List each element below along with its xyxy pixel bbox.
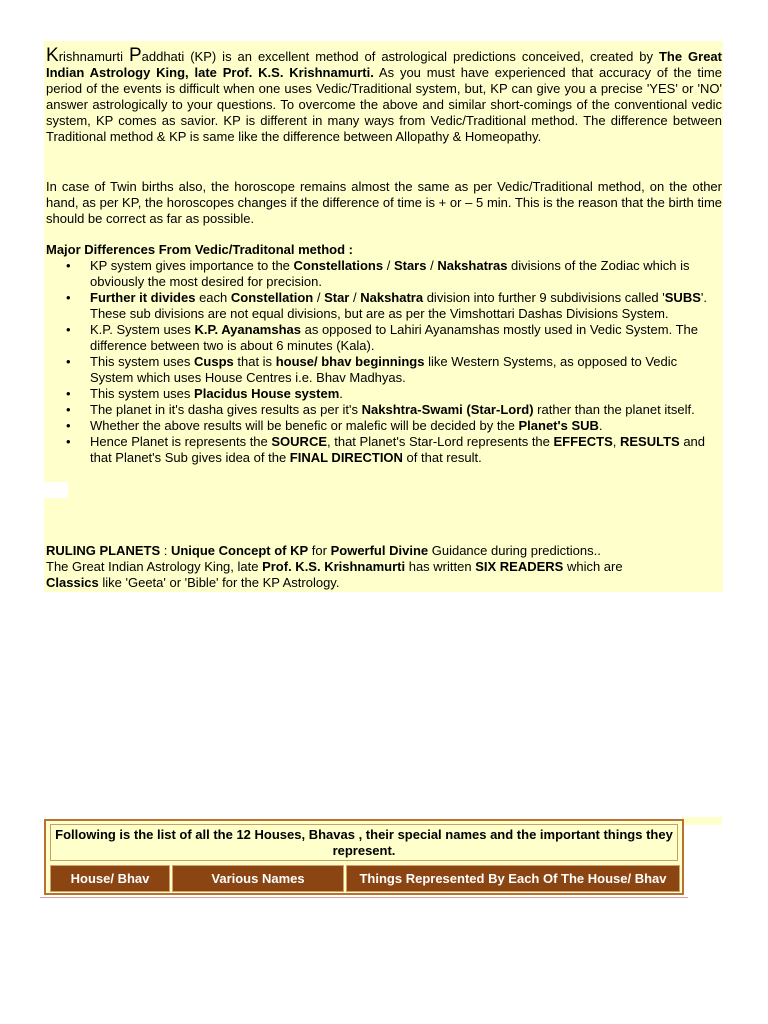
header-things-represented: Things Represented By Each Of The House/ Bhav <box>346 865 680 892</box>
list-item: • Further it divides each Constellation / Star / Nakshatra division into further 9 subdivisions called 'SUBS'. These sub divisions are not equal divisions, but are as per the Vimshottari Dashas Divisions System. <box>46 290 722 322</box>
list-item: • KP system gives importance to the Constellations / Stars / Nakshatras divisions of the Zodiac which is obviously the most desired for precision. <box>46 258 722 290</box>
header-house-bhav: House/ Bhav <box>50 865 170 892</box>
list-item: • The planet in it's dasha gives results as per it's Nakshtra-Swami (Star-Lord) rather than the planet itself. <box>46 402 722 418</box>
list-item: • K.P. System uses K.P. Ayanamshas as opposed to Lahiri Ayanamshas mostly used in Vedic System. The difference between two is about 6 minutes (Kala). <box>46 322 722 354</box>
table-divider <box>40 897 688 898</box>
table-caption: Following is the list of all the 12 Houses, Bhavas , their special names and the important things they represent. <box>50 824 678 861</box>
differences-list <box>46 258 722 466</box>
list-indent-gap <box>44 482 68 498</box>
differences-heading: Major Differences From Vedic/Traditonal method : <box>46 242 354 257</box>
ruling-planets-paragraph: RULING PLANETS : Unique Concept of KP for Powerful Divine Guidance during predictions.. The Great Indian Astrology King, late Prof. K.S. Krishnamurti has written SIX READERS which are Classics like 'Geeta' or 'Bible' for the KP Astrology. <box>46 543 623 590</box>
list-item: • Whether the above results will be benefic or malefic will be decided by the Planet's SUB. <box>46 418 722 434</box>
twin-births-paragraph: In case of Twin births also, the horoscope remains almost the same as per Vedic/Traditional method, on the other hand, as per KP, the horoscopes changes if the difference of time is + or – 5 min. This is the reason that the birth time should be correct as far as possible. <box>46 179 722 226</box>
intro-bold-name: The Great Indian Astrology King, late Prof. K.S. Krishnamurti. <box>46 49 722 80</box>
houses-table <box>44 819 684 895</box>
list-item: • This system uses Placidus House system. <box>46 386 722 402</box>
list-item: • This system uses Cusps that is house/ bhav beginnings like Western Systems, as opposed to Vedic System which uses House Centres i.e. Bhav Madhyas. <box>46 354 722 386</box>
header-various-names: Various Names <box>172 865 344 892</box>
list-item: • Hence Planet is represents the SOURCE, that Planet's Star-Lord represents the EFFECTS, RESULTS and that Planet's Sub gives idea of the FINAL DIRECTION of that result. <box>46 434 722 466</box>
intro-paragraph: Krishnamurti Paddhati (KP) is an excellent method of astrological predictions conceived, created by The Great Indian Astrology King, late Prof. K.S. Krishnamurti. As you must have experienced that accuracy of the time period of the events is difficult when one uses Vedic/Traditional system, but, KP can give you a precise 'YES' or 'NO' answer astrologically to your questions. To overcome the above and similar short-comings of the conventional vedic system, KP comes as savior. KP is different in many ways from Vedic/Traditional method. The difference between Traditional method & KP is same like the difference between Allopathy & Homeopathy. <box>46 45 722 144</box>
highlight-strip <box>682 817 722 825</box>
initial-letter-k: K <box>46 45 59 66</box>
initial-letter-p: P <box>128 45 142 66</box>
